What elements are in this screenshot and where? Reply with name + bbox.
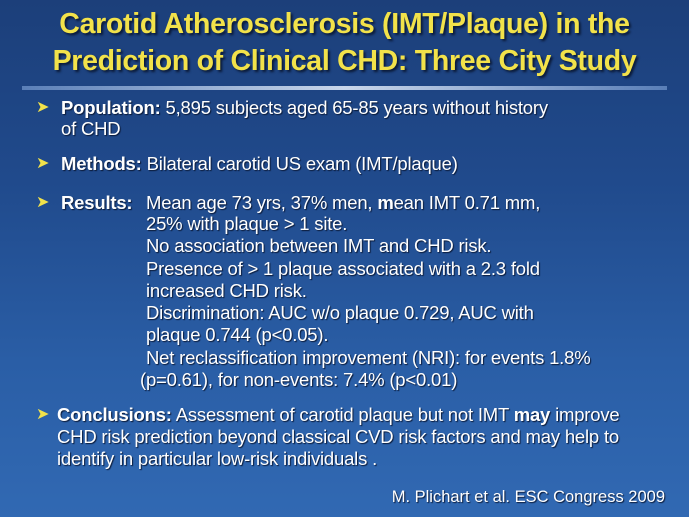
title-line-1: Carotid Atherosclerosis (IMT/Plaque) in the <box>59 8 630 40</box>
results-label: Results: <box>61 192 133 213</box>
arrow-bullet-icon: ➤ <box>36 194 50 211</box>
title-line-2: Prediction of Clinical CHD: Three City Study <box>52 45 637 77</box>
population-label: Population: <box>61 97 161 118</box>
results-line-4: Presence of > 1 plaque associated with a 2.3 fold <box>146 258 540 279</box>
population-line-1 <box>61 97 548 118</box>
conclusions-line-1: Conclusions: Assessment of carotid plaque but not IMT may improve <box>57 404 620 425</box>
methods-label: Methods: <box>61 153 142 174</box>
conclusions-line-3: identify in particular low-risk individuals . <box>57 448 378 469</box>
results-line-8: Net reclassification improvement (NRI): for events 1.8% <box>146 347 591 368</box>
results-line-1: Mean age 73 yrs, 37% men, mean IMT 0.71 mm, <box>146 192 541 213</box>
results-line-6: Discrimination: AUC w/o plaque 0.729, AUC with <box>146 302 534 323</box>
results-line-9: (p=0.61), for non-events: 7.4% (p<0.01) <box>140 369 458 390</box>
population-line-2: of CHD <box>61 118 121 139</box>
methods-text: Bilateral carotid US exam (IMT/plaque) <box>141 153 458 174</box>
population-text: 5,895 subjects aged 65-85 years without history <box>160 97 548 118</box>
arrow-bullet-icon: ➤ <box>36 406 50 423</box>
results-line-2: 25% with plaque > 1 site. <box>146 213 348 234</box>
arrow-bullet-icon: ➤ <box>36 155 50 172</box>
conclusions-line-2: CHD risk prediction beyond classical CVD risk factors and may help to <box>57 426 619 447</box>
results-line-7: plaque 0.744 (p<0.05). <box>146 324 329 345</box>
arrow-bullet-icon: ➤ <box>36 99 50 116</box>
citation-footer: M. Plichart et al. ESC Congress 2009 <box>391 488 665 506</box>
results-line-5: increased CHD risk. <box>146 280 307 301</box>
conclusions-label: Conclusions: <box>57 404 172 425</box>
methods-line <box>61 153 458 174</box>
results-line-3: No association between IMT and CHD risk. <box>146 235 492 256</box>
